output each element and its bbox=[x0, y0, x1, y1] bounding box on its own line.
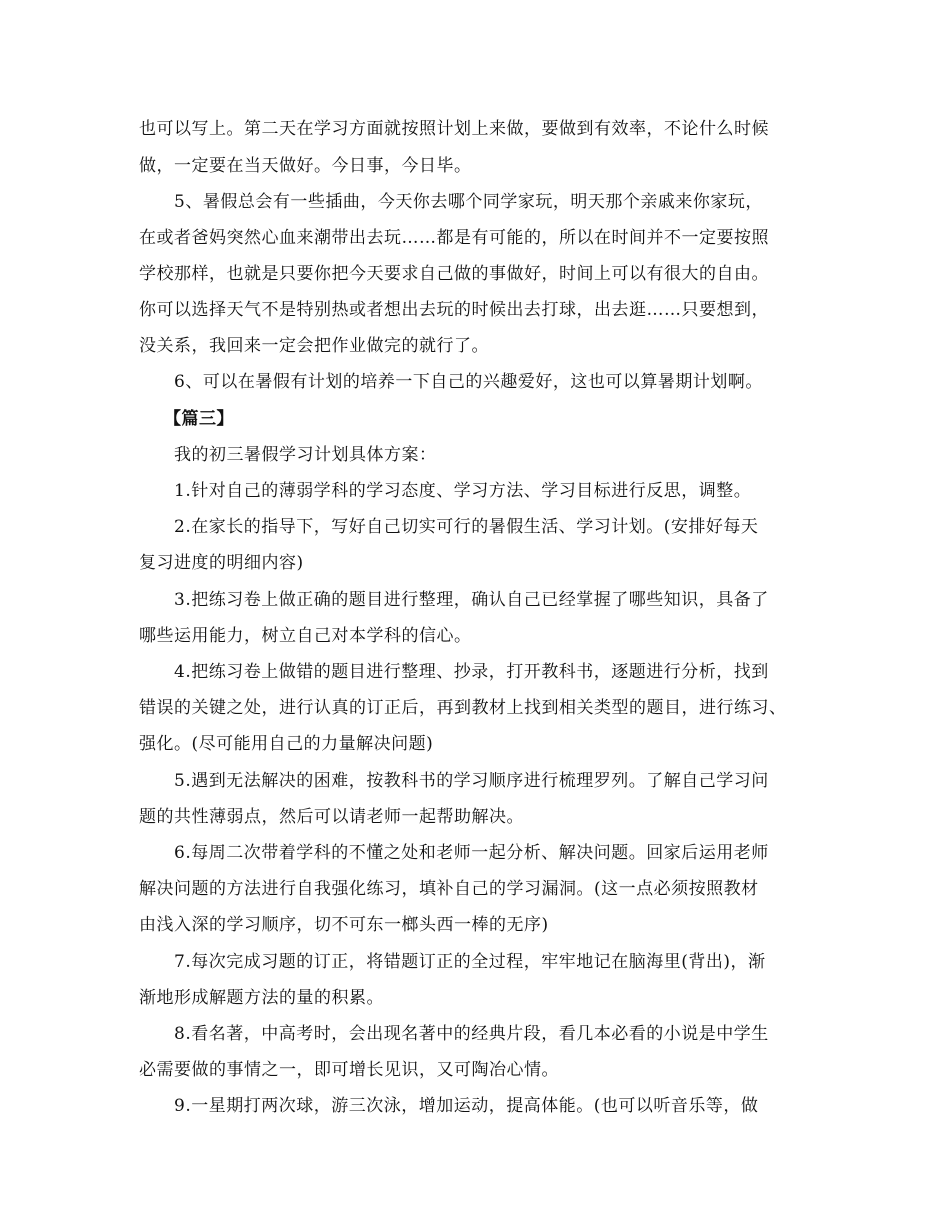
paragraph-line: 9.一星期打两次球，游三次泳，增加运动，提高体能。(也可以听音乐等，做 bbox=[174, 1096, 759, 1116]
paragraph-line: 复习进度的明细内容) bbox=[139, 553, 304, 573]
paragraph-line: 1.针对自己的薄弱学科的学习态度、学习方法、学习目标进行反思，调整。 bbox=[174, 481, 752, 501]
paragraph-line: 3.把练习卷上做正确的题目进行整理，确认自己已经掌握了哪些知识，具备了 bbox=[174, 590, 769, 610]
paragraph-line: 5、暑假总会有一些插曲，今天你去哪个同学家玩，明天那个亲戚来你家玩， bbox=[174, 192, 763, 212]
paragraph-line: 6、可以在暑假有计划的培养一下自己的兴趣爱好，这也可以算暑期计划啊。 bbox=[174, 372, 763, 392]
paragraph-line: 哪些运用能力，树立自己对本学科的信心。 bbox=[139, 626, 472, 646]
section-heading: 【篇三】 bbox=[164, 409, 234, 429]
paragraph-line: 题的共性薄弱点，然后可以请老师一起帮助解决。 bbox=[139, 807, 524, 827]
paragraph-line: 学校那样，也就是只要你把今天要求自己做的事做好，时间上可以有很大的自由。 bbox=[139, 264, 769, 284]
paragraph-line: 强化。(尽可能用自己的力量解决问题) bbox=[139, 734, 434, 754]
paragraph-line: 7.每次完成习题的订正，将错题订正的全过程，牢牢地记在脑海里(背出)，渐 bbox=[174, 952, 766, 972]
paragraph-line: 5.遇到无法解决的困难，按教科书的学习顺序进行梳理罗列。了解自己学习问 bbox=[174, 771, 769, 791]
paragraph-line: 在或者爸妈突然心血来潮带出去玩……都是有可能的，所以在时间并不一定要按照 bbox=[139, 228, 769, 248]
paragraph-line: 没关系，我回来一定会把作业做完的就行了。 bbox=[139, 336, 489, 356]
paragraph-line: 由浅入深的学习顺序，切不可东一榔头西一棒的无序) bbox=[139, 915, 549, 935]
paragraph-line: 2.在家长的指导下，写好自己切实可行的暑假生活、学习计划。(安排好每天 bbox=[174, 517, 759, 537]
paragraph-line: 错误的关键之处，进行认真的订正后，再到教材上找到相关类型的题目，进行练习、 bbox=[139, 698, 787, 718]
paragraph-line: 我的初三暑假学习计划具体方案： bbox=[174, 445, 437, 465]
paragraph-line: 6.每周二次带着学科的不懂之处和老师一起分析、解决问题。回家后运用老师 bbox=[174, 843, 769, 863]
paragraph-line: 也可以写上。第二天在学习方面就按照计划上来做，要做到有效率，不论什么时候 bbox=[139, 119, 769, 139]
paragraph-line: 做，一定要在当天做好。今日事，今日毕。 bbox=[139, 156, 472, 176]
paragraph-line: 渐地形成解题方法的量的积累。 bbox=[139, 988, 384, 1008]
paragraph-line: 解决问题的方法进行自我强化练习，填补自己的学习漏洞。(这一点必须按照教材 bbox=[139, 879, 759, 899]
paragraph-line: 8.看名著，中高考时，会出现名著中的经典片段，看几本必看的小说是中学生 bbox=[174, 1024, 769, 1044]
paragraph-line: 4.把练习卷上做错的题目进行整理、抄录，打开教科书，逐题进行分析，找到 bbox=[174, 662, 769, 682]
paragraph-line: 必需要做的事情之一，即可增长见识，又可陶冶心情。 bbox=[139, 1060, 559, 1080]
paragraph-line: 你可以选择天气不是特别热或者想出去玩的时候出去打球，出去逛……只要想到， bbox=[139, 300, 769, 320]
